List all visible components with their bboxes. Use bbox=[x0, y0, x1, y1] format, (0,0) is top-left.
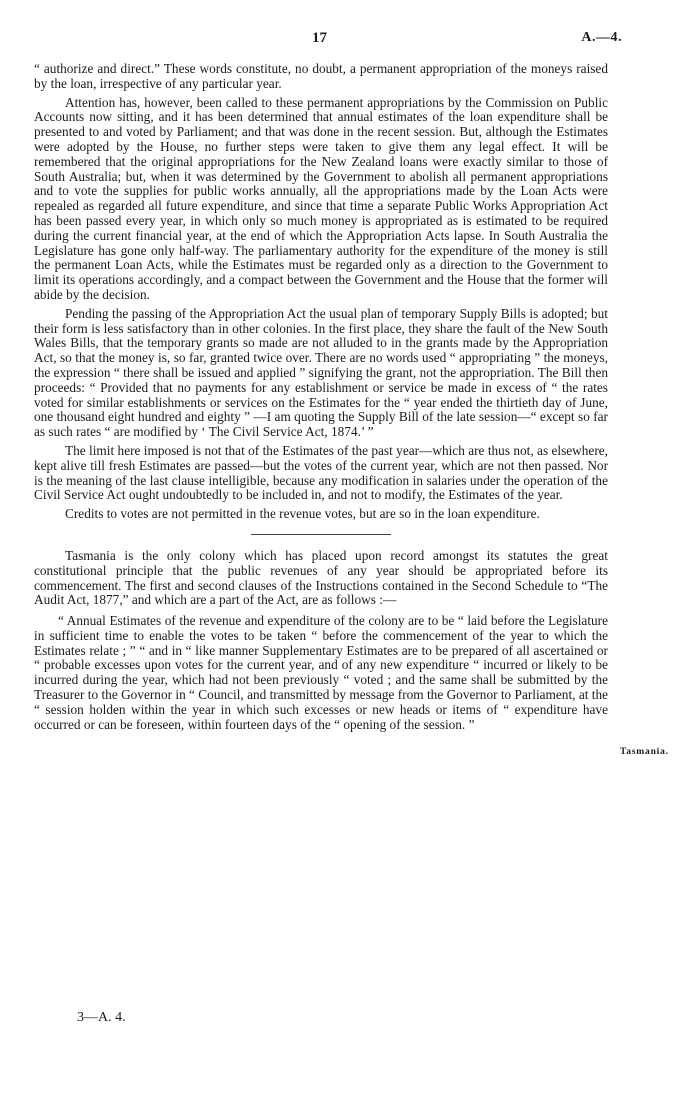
page-header bbox=[0, 30, 700, 50]
sheet-signature: 3—A. 4. bbox=[77, 1010, 126, 1025]
audit-act-quotation bbox=[34, 614, 608, 732]
page-number: 17 bbox=[312, 30, 327, 46]
body-text bbox=[34, 62, 608, 736]
document-reference: A.—4. bbox=[581, 30, 622, 45]
paragraph-tasmania-intro: Tasmania is the only colony which has placed upon record amongst its statutes the great constitutional principle that the public revenues of any year should be appropriated before its commencement. The first and second clauses of the Instructions contained in the Second Schedule to “The Audit Act, 1877,” and which are a part of the Act, are as follows :— bbox=[34, 547, 608, 608]
paragraph-supply-bills: Pending the passing of the Appropriation Act the usual plan of temporary Supply Bills is adopted; but their form is less satisfactory than in other colonies. In the first place, they share the fault of the New South Wales Bills, that the temporary grants so made are not alluded to in the grants made by the Appropriation Act, so that the money is, so far, granted twice over. There are no words used “ appropriating ” the moneys, the expression “ there shall be issued and applied ” signifying the grant, not the appropriation. The Bill then proceeds: “ Provided that no payments for any establishment or service be made in excess of “ the rates voted for similar establishments or services on the Estimates for the “ year ended the thirtieth day of June, one thousand eight hundred and eighty ” —I am quoting the Supply Bill of the late session—“ except so far as such rates “ are modified by ‘ The Civil Service Act, 1874.’ ” bbox=[34, 305, 608, 440]
quotation-text: “ Annual Estimates of the revenue and expenditure of the colony are to be “ laid before the Legislature in sufficient time to enable the votes to be taken “ before the commencement of the year to which the Estimates relate ; ” “ and in “ like manner Supplementary Estimates are to be prepared of all ascertained or “ probable excesses upon votes for the current year, and of any new expenditure “ incurred or likely to be incurred during the year, which had not been previously “ voted ; and the same shall be submitted by the Treasurer to the Governor in “ Council, and transmitted by message from the Governor to Parliament, at the “ session holden within the year in which such excesses or new heads or items of “ expenditure have occurred or can be foreseen, within fourteen days of the “ opening of the session. ” bbox=[34, 613, 608, 732]
paragraph-limit-imposed: The limit here imposed is not that of the Estimates of the past year—which are thus not, as elsewhere, kept alive till fresh Estimates are passed—but the votes of the current year, which are not then passed. Nor is the meaning of the last clause intelligible, because any modification in salaries under the operation of the Civil Service Act ought undoubtedly to be included in, and not to modify, the Estimates of the year. bbox=[34, 442, 608, 503]
paragraph-credits-to-votes: Credits to votes are not permitted in the revenue votes, but are so in the loan expenditure. bbox=[65, 506, 540, 522]
section-divider bbox=[251, 534, 391, 535]
margin-note-tasmania: Tasmania. bbox=[620, 747, 669, 757]
paragraph-continuation: “ authorize and direct.” These words constitute, no doubt, a permanent appropriation of the moneys raised by the loan, irrespective of any particular year. bbox=[34, 61, 608, 91]
paragraph-permanent-appropriations: Attention has, however, been called to these permanent appropriations by the Commission on Public Accounts now sitting, and it has been determined that annual estimates of the loan expenditure shall be presented to and voted by Parliament; and that was done in the recent session. But, although the Estimates were adopted by the House, no further steps were taken to give them any legal effect. It will be remembered that the original appropriations for the New Zealand loans were exactly similar to those of South Australia; but, when it was determined by the Government to abolish all permanent appropriations and to vote the supplies for public works annually, all the appropriations made by the Loan Acts were repealed as regarded all future expenditure, and since that time a separate Public Works Appropriation Act has been passed every year, in which only so much money is appropriated as is estimated to be required during the current financial year, at the end of which the Appropriation Acts lapse. In South Australia the Legislature has gone only half-way. The parliamentary authority for the expenditure of the money is still the permanent Loan Acts, while the Estimates must be regarded only as a direction to the Government to limit its operations accordingly, and a compact between the Government and the House that the former will abide by the decision. bbox=[34, 94, 608, 302]
